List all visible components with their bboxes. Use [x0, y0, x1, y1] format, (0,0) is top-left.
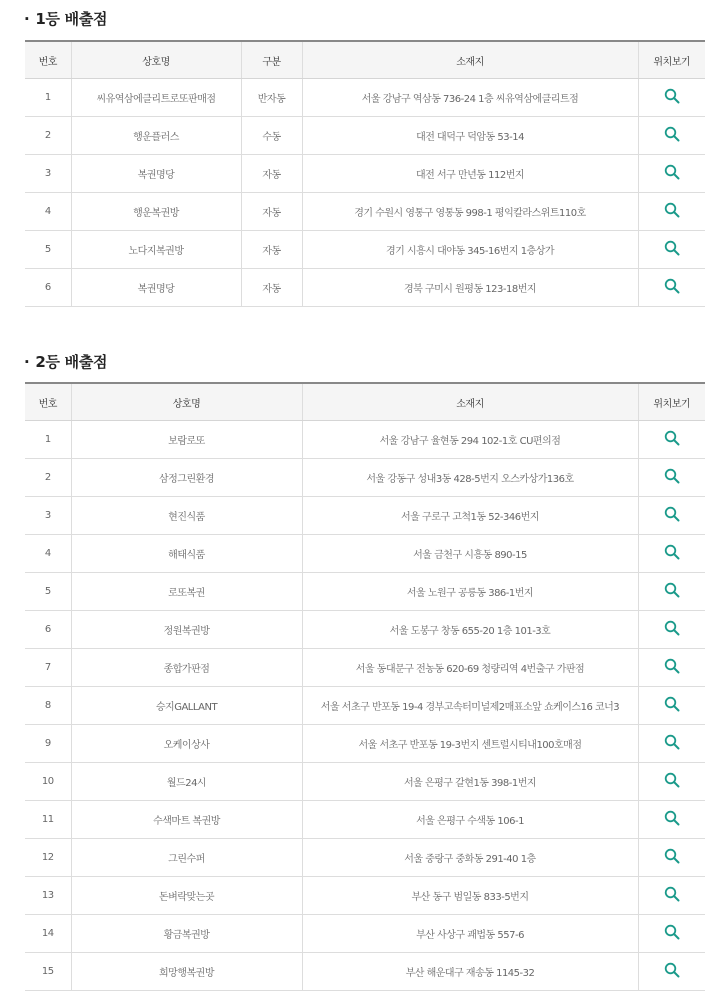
cell-name: 현진식품 [71, 497, 302, 535]
cell-no: 9 [25, 725, 71, 763]
cell-location [638, 535, 705, 573]
cell-no: 6 [25, 611, 71, 649]
cell-no: 2 [25, 459, 71, 497]
cell-address: 서울 중랑구 중화동 291-40 1층 [302, 839, 638, 877]
second-prize-table [25, 382, 705, 991]
table-row [25, 725, 705, 763]
header-type: 구분 [241, 41, 302, 79]
cell-location [638, 649, 705, 687]
cell-location [638, 193, 705, 231]
cell-no: 11 [25, 801, 71, 839]
header-location: 위치보기 [638, 383, 705, 421]
search-icon[interactable] [664, 620, 680, 639]
table-row [25, 117, 705, 155]
search-icon[interactable] [664, 962, 680, 981]
cell-location [638, 497, 705, 535]
table-row [25, 421, 705, 459]
cell-name: 씨유역삼에클리트로또판매점 [71, 79, 241, 117]
cell-type: 자동 [241, 231, 302, 269]
table-row [25, 839, 705, 877]
table-row [25, 535, 705, 573]
cell-address: 경북 구미시 원평동 123-18번지 [302, 269, 638, 307]
bullet-dot: · [24, 353, 30, 371]
cell-no: 6 [25, 269, 71, 307]
cell-address: 서울 구로구 고척1동 52-346번지 [302, 497, 638, 535]
cell-location [638, 269, 705, 307]
header-address: 소재지 [302, 41, 638, 79]
table-row [25, 497, 705, 535]
cell-name: 복권명당 [71, 155, 241, 193]
table-row [25, 649, 705, 687]
cell-no: 3 [25, 155, 71, 193]
cell-no: 15 [25, 953, 71, 991]
cell-address: 서울 은평구 수색동 106-1 [302, 801, 638, 839]
cell-name: 그린수퍼 [71, 839, 302, 877]
bullet-dot: · [24, 10, 30, 28]
cell-address: 서울 서초구 반포동 19-4 경부고속터미널제2매표소앞 쇼케이스16 코너3 [302, 687, 638, 725]
section-title-text: 1등 배출점 [35, 10, 108, 28]
cell-address: 경기 시흥시 대야동 345-16번지 1층상가 [302, 231, 638, 269]
cell-address: 부산 사상구 괘법동 557-6 [302, 915, 638, 953]
cell-no: 12 [25, 839, 71, 877]
table-row [25, 193, 705, 231]
search-icon[interactable] [664, 658, 680, 677]
search-icon[interactable] [664, 202, 680, 221]
cell-location [638, 725, 705, 763]
cell-location [638, 231, 705, 269]
table-row [25, 79, 705, 117]
cell-address: 서울 강남구 율현동 294 102-1호 CU편의점 [302, 421, 638, 459]
cell-no: 14 [25, 915, 71, 953]
cell-address: 서울 도봉구 창동 655-20 1층 101-3호 [302, 611, 638, 649]
table-row [25, 155, 705, 193]
cell-no: 5 [25, 573, 71, 611]
cell-no: 3 [25, 497, 71, 535]
search-icon[interactable] [664, 734, 680, 753]
search-icon[interactable] [664, 240, 680, 259]
search-icon[interactable] [664, 696, 680, 715]
cell-address: 서울 금천구 시흥동 890-15 [302, 535, 638, 573]
header-address: 소재지 [302, 383, 638, 421]
table-row [25, 801, 705, 839]
search-icon[interactable] [664, 468, 680, 487]
cell-name: 수색마트 복권방 [71, 801, 302, 839]
cell-type: 자동 [241, 155, 302, 193]
table-header-row [25, 41, 705, 79]
table-row [25, 687, 705, 725]
table-row [25, 231, 705, 269]
cell-address: 부산 동구 범일동 833-5번지 [302, 877, 638, 915]
search-icon[interactable] [664, 810, 680, 829]
cell-location [638, 79, 705, 117]
cell-location [638, 611, 705, 649]
search-icon[interactable] [664, 430, 680, 449]
header-location: 위치보기 [638, 41, 705, 79]
table-row [25, 611, 705, 649]
cell-address: 서울 강남구 역삼동 736-24 1층 씨유역삼에클리트점 [302, 79, 638, 117]
cell-address: 서울 강동구 성내3동 428-5번지 오스카상가136호 [302, 459, 638, 497]
cell-no: 1 [25, 421, 71, 459]
table-row [25, 459, 705, 497]
header-name: 상호명 [71, 41, 241, 79]
search-icon[interactable] [664, 848, 680, 867]
cell-name: 승지GALLANT [71, 687, 302, 725]
cell-no: 8 [25, 687, 71, 725]
table-row [25, 953, 705, 991]
cell-name: 희망행복권방 [71, 953, 302, 991]
cell-name: 해태식품 [71, 535, 302, 573]
cell-location [638, 459, 705, 497]
cell-no: 4 [25, 193, 71, 231]
cell-address: 서울 동대문구 전농동 620-69 청량리역 4번출구 가판점 [302, 649, 638, 687]
cell-name: 종합가판점 [71, 649, 302, 687]
cell-location [638, 117, 705, 155]
cell-address: 서울 은평구 갈현1동 398-1번지 [302, 763, 638, 801]
cell-location [638, 763, 705, 801]
cell-location [638, 573, 705, 611]
cell-address: 부산 해운대구 재송동 1145-32 [302, 953, 638, 991]
search-icon[interactable] [664, 126, 680, 145]
cell-no: 5 [25, 231, 71, 269]
search-icon[interactable] [664, 924, 680, 943]
cell-address: 서울 서초구 반포동 19-3번지 센트럴시티내100호매점 [302, 725, 638, 763]
cell-location [638, 877, 705, 915]
search-icon[interactable] [664, 544, 680, 563]
cell-name: 보람로또 [71, 421, 302, 459]
search-icon[interactable] [664, 772, 680, 791]
cell-type: 자동 [241, 269, 302, 307]
header-no: 번호 [25, 383, 71, 421]
cell-location [638, 839, 705, 877]
cell-name: 복권명당 [71, 269, 241, 307]
search-icon[interactable] [664, 164, 680, 183]
cell-address: 대전 서구 만년동 112번지 [302, 155, 638, 193]
search-icon[interactable] [664, 278, 680, 297]
search-icon[interactable] [664, 582, 680, 601]
cell-location [638, 801, 705, 839]
search-icon[interactable] [664, 88, 680, 107]
header-no: 번호 [25, 41, 71, 79]
table-row [25, 877, 705, 915]
cell-location [638, 915, 705, 953]
table-row [25, 915, 705, 953]
cell-no: 1 [25, 79, 71, 117]
table-row [25, 269, 705, 307]
first-prize-table [25, 40, 705, 307]
section-title-text: 2등 배출점 [35, 353, 108, 371]
cell-address: 경기 수원시 영통구 영통동 998-1 평익칼라스위트110호 [302, 193, 638, 231]
cell-no: 4 [25, 535, 71, 573]
cell-name: 노다지복권방 [71, 231, 241, 269]
search-icon[interactable] [664, 506, 680, 525]
cell-type: 수동 [241, 117, 302, 155]
cell-name: 월드24시 [71, 763, 302, 801]
section-title-second-prize [24, 351, 107, 372]
cell-no: 2 [25, 117, 71, 155]
cell-address: 대전 대덕구 덕암동 53-14 [302, 117, 638, 155]
cell-name: 행운플러스 [71, 117, 241, 155]
cell-location [638, 953, 705, 991]
cell-name: 돈벼락맞는곳 [71, 877, 302, 915]
cell-name: 삼정그린환경 [71, 459, 302, 497]
cell-address: 서울 노원구 공릉동 386-1번지 [302, 573, 638, 611]
cell-name: 로또복권 [71, 573, 302, 611]
cell-no: 13 [25, 877, 71, 915]
cell-name: 황금복권방 [71, 915, 302, 953]
cell-location [638, 421, 705, 459]
cell-type: 자동 [241, 193, 302, 231]
cell-name: 행운복권방 [71, 193, 241, 231]
search-icon[interactable] [664, 886, 680, 905]
header-name: 상호명 [71, 383, 302, 421]
cell-type: 반자동 [241, 79, 302, 117]
table-row [25, 573, 705, 611]
cell-location [638, 687, 705, 725]
cell-no: 7 [25, 649, 71, 687]
table-row [25, 763, 705, 801]
cell-name: 정원복권방 [71, 611, 302, 649]
cell-location [638, 155, 705, 193]
cell-no: 10 [25, 763, 71, 801]
cell-name: 오케이상사 [71, 725, 302, 763]
table-header-row [25, 383, 705, 421]
section-title-first-prize [24, 8, 107, 29]
